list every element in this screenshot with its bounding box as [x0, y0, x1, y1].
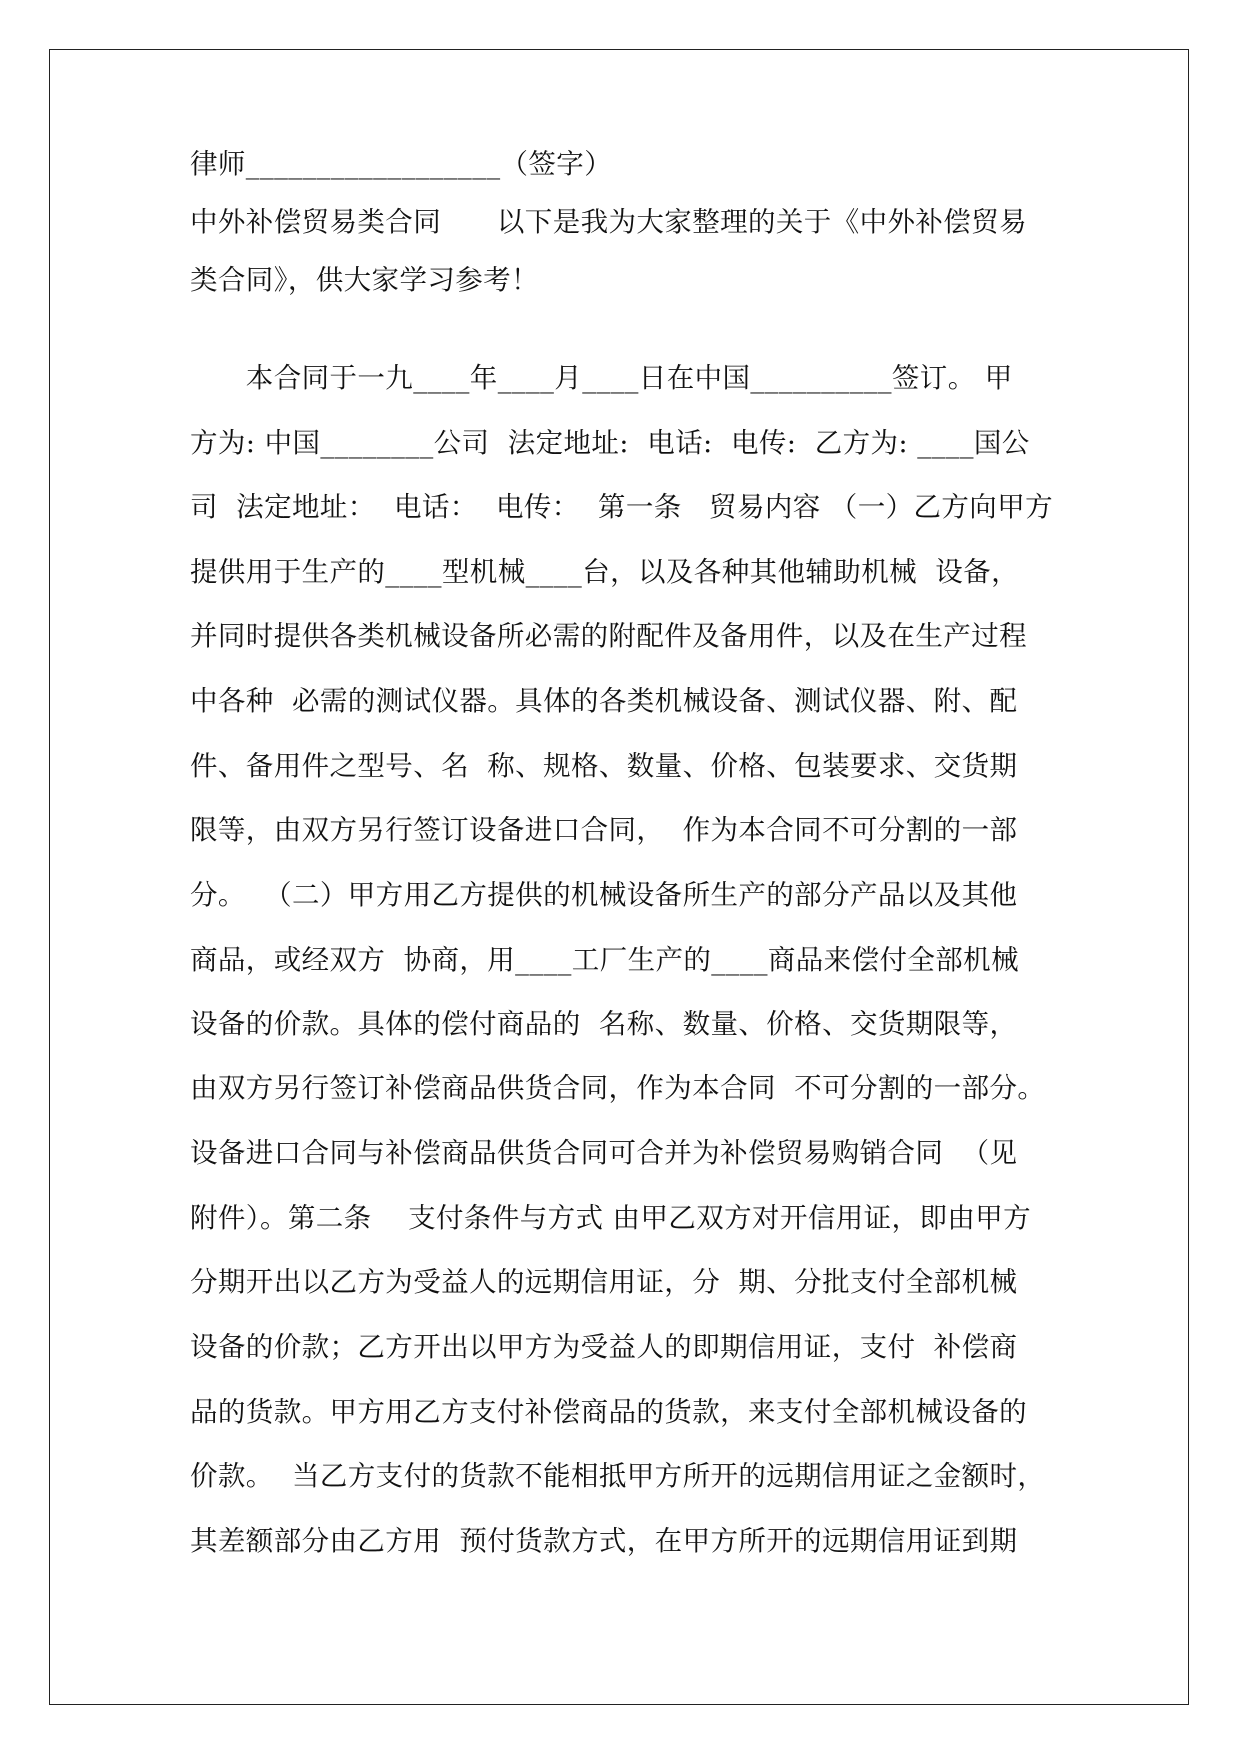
text-line: 中外补偿贸易类合同 以下是我为大家整理的关于《中外补偿贸易 — [190, 206, 1027, 238]
text-line: 司 法定地址： 电话： 电传： 第一条 贸易内容 （一）乙方向甲方 — [190, 491, 1053, 523]
text-line: 提供用于生产的____型机械____台，以及各种其他辅助机械 设备， — [190, 556, 1019, 588]
text-line: 设备的价款。具体的偿付商品的 名称、数量、价格、交货期限等， — [190, 1008, 1018, 1040]
text-line: 限等，由双方另行签订设备进口合同， 作为本合同不可分割的一部 — [190, 814, 1018, 846]
text-line: 附件）。第二条 支付条件与方式 由甲乙双方对开信用证，即由甲方 — [190, 1202, 1032, 1234]
text-line: 方为: 中国________公司 法定地址: 电话: 电传: 乙方为: ____国公 — [190, 427, 1030, 459]
text-line: 设备的价款；乙方开出以甲方为受益人的即期信用证，支付 补偿商 — [190, 1331, 1018, 1363]
text-line: 分。 （二）甲方用乙方提供的机械设备所生产的部分产品以及其他 — [190, 879, 1018, 911]
text-line: 价款。 当乙方支付的货款不能相抵甲方所开的远期信用证之金额时， — [190, 1460, 1046, 1492]
text-line: 其差额部分由乙方用 预付货款方式，在甲方所开的远期信用证到期 — [190, 1525, 1018, 1557]
text-line: 设备进口合同与补偿商品供货合同可合并为补偿贸易购销合同 （见 — [190, 1137, 1018, 1169]
text-line: 律师__________________（签字） — [190, 148, 613, 180]
text-line: 件、备用件之型号、名 称、规格、数量、价格、包装要求、交货期 — [190, 750, 1018, 782]
text-line: 并同时提供各类机械设备所必需的附配件及备用件，以及在生产过程 — [190, 620, 1027, 652]
text-line: 商品，或经双方 协商，用____工厂生产的____商品来偿付全部机械 — [190, 944, 1019, 976]
text-line: 中各种 必需的测试仪器。具体的各类机械设备、测试仪器、附、配 — [190, 685, 1018, 717]
text-line: 类合同》，供大家学习参考！ — [190, 264, 539, 296]
text-line: 分期开出以乙方为受益人的远期信用证，分 期、分批支付全部机械 — [190, 1266, 1018, 1298]
text-line: 品的货款。甲方用乙方支付补偿商品的货款，来支付全部机械设备的 — [190, 1396, 1027, 1428]
text-line: 本合同于一九____年____月____日在中国__________签订。 甲 — [190, 362, 1013, 394]
text-line: 由双方另行签订补偿商品供货合同，作为本合同 不可分割的一部分。 — [190, 1072, 1046, 1104]
